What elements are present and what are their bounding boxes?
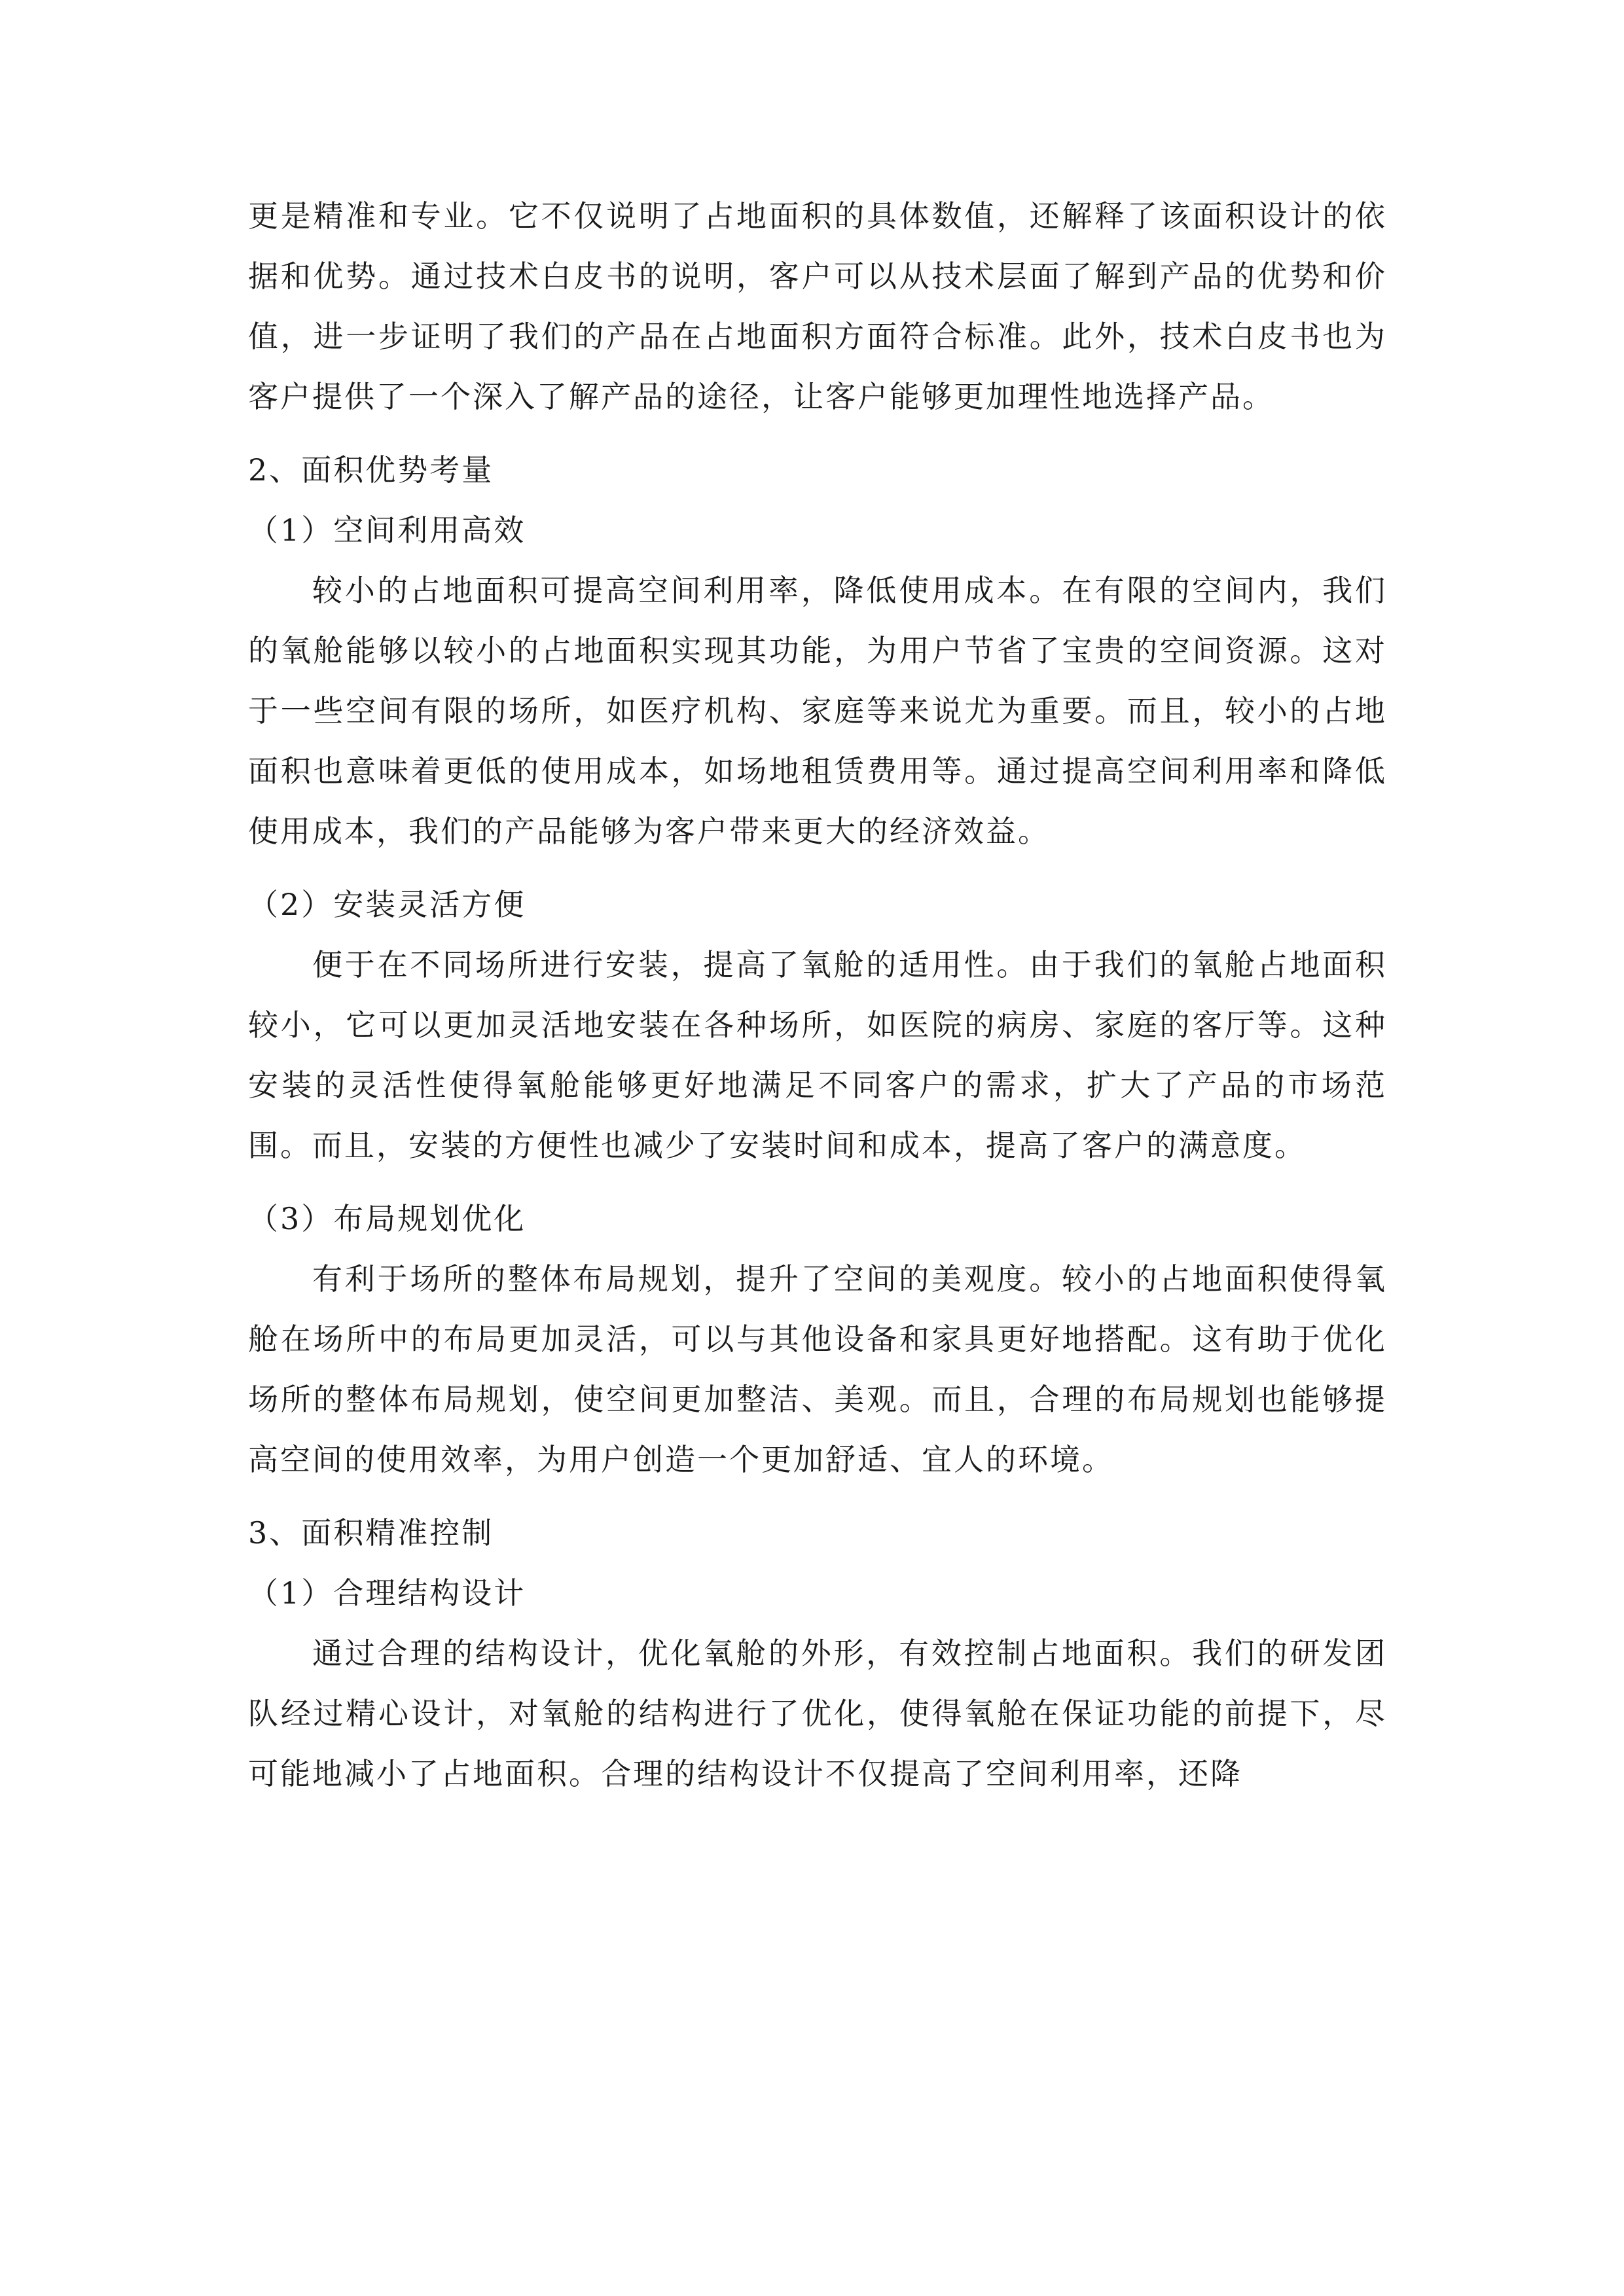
intro-paragraph: 更是精准和专业。它不仅说明了占地面积的具体数值，还解释了该面积设计的依据和优势。通过技术白皮书的说明，客户可以从技术层面了解到产品的优势和价值，进一步证明了我们的产品在占地面积方面符合标准。此外，技术白皮书也为客户提供了一个深入了解产品的途径，让客户能够更加理性地选择产品。 [248, 198, 1387, 414]
document-page [248, 186, 1387, 1804]
subsection-2-3-heading: （3）布局规划优化 [248, 1201, 526, 1236]
spacer [248, 427, 1387, 440]
spacer [248, 1175, 1387, 1189]
subsection-2-2-body: 便于在不同场所进行安装，提高了氧舱的适用性。由于我们的氧舱占地面积较小，它可以更加灵活地安装在各种场所，如医院的病房、家庭的客厅等。这种安装的灵活性使得氧舱能够更好地满足不同客户的需求，扩大了产品的市场范围。而且，安装的方便性也减少了安装时间和成本，提高了客户的满意度。 [248, 947, 1387, 1163]
spacer [248, 861, 1387, 874]
section-2-heading: 2、面积优势考量 [248, 452, 494, 488]
subsection-3-1-heading: （1）合理结构设计 [248, 1575, 526, 1611]
subsection-3-1-body: 通过合理的结构设计，优化氧舱的外形，有效控制占地面积。我们的研发团队经过精心设计，对氧舱的结构进行了优化，使得氧舱在保证功能的前提下，尽可能地减小了占地面积。合理的结构设计不仅提高了空间利用率，还降 [248, 1636, 1387, 1791]
subsection-2-1-body: 较小的占地面积可提高空间利用率，降低使用成本。在有限的空间内，我们的氧舱能够以较小的占地面积实现其功能，为用户节省了宝贵的空间资源。这对于一些空间有限的场所，如医疗机构、家庭等来说尤为重要。而且，较小的占地面积也意味着更低的使用成本，如场地租赁费用等。通过提高空间利用率和降低使用成本，我们的产品能够为客户带来更大的经济效益。 [248, 573, 1387, 849]
subsection-2-1-heading: （1）空间利用高效 [248, 512, 526, 548]
subsection-2-3-body: 有利于场所的整体布局规划，提升了空间的美观度。较小的占地面积使得氧舱在场所中的布局更加灵活，可以与其他设备和家具更好地搭配。这有助于优化场所的整体布局规划，使空间更加整洁、美观。而且，合理的布局规划也能够提高空间的使用效率，为用户创造一个更加舒适、宜人的环境。 [248, 1261, 1387, 1477]
subsection-2-2-heading: （2）安装灵活方便 [248, 887, 526, 922]
spacer [248, 1490, 1387, 1503]
section-3-heading: 3、面积精准控制 [248, 1515, 494, 1551]
